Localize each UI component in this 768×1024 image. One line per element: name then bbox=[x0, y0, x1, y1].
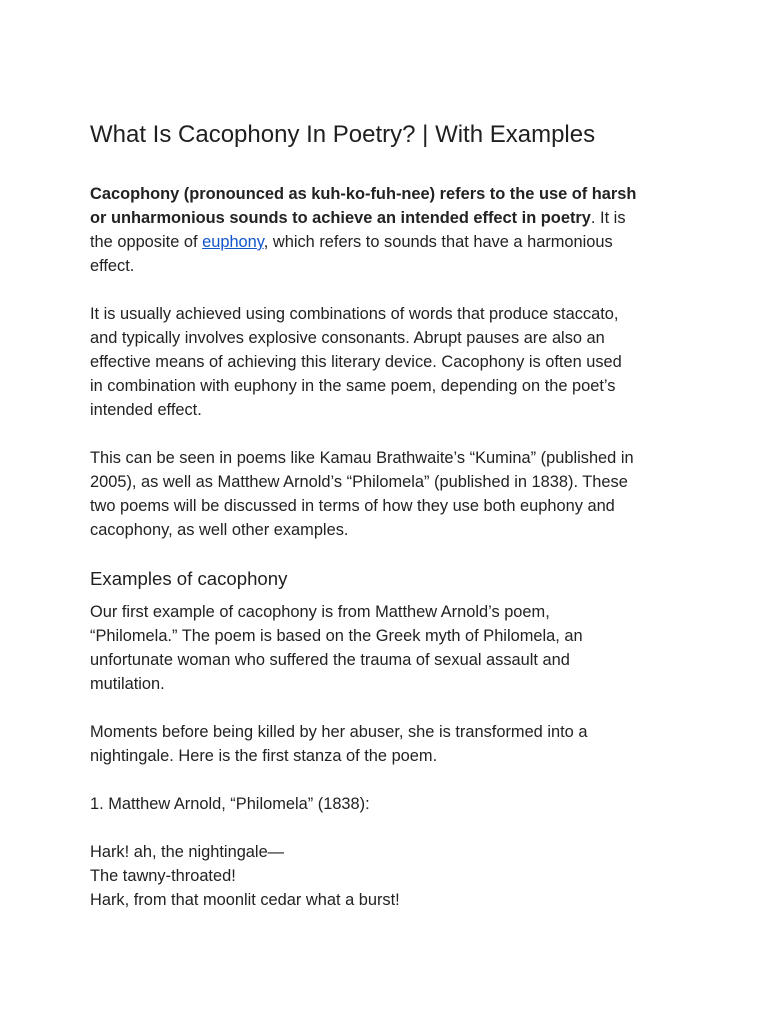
paragraph-line: effective means of achieving this literary device. Cacophony is often used bbox=[90, 353, 622, 371]
paragraph-line: 2005), as well as Matthew Arnold’s “Philomela” (published in 1838). These bbox=[90, 473, 628, 491]
paragraph-staccato bbox=[90, 302, 690, 422]
intro-line-2 bbox=[90, 206, 690, 230]
poem-stanza bbox=[90, 840, 690, 912]
paragraph-line: It is usually achieved using combinations of words that produce staccato, bbox=[90, 305, 619, 323]
intro-line-4: effect. bbox=[90, 257, 135, 275]
poem-line: The tawny-throated! bbox=[90, 867, 236, 885]
paragraph-line: cacophony, as well other examples. bbox=[90, 521, 349, 539]
paragraph-nightingale bbox=[90, 720, 690, 768]
paragraph-line: Moments before being killed by her abuser, she is transformed into a bbox=[90, 723, 588, 741]
intro-line-3-post: , which refers to sounds that have a harmonious bbox=[263, 233, 613, 251]
paragraph-line: mutilation. bbox=[90, 675, 165, 693]
paragraph-line: two poems will be discussed in terms of how they use both euphony and bbox=[90, 497, 615, 515]
paragraph-line: intended effect. bbox=[90, 401, 202, 419]
intro-bold-line-1: Cacophony (pronounced as kuh-ko-fuh-nee) refers to the use of harsh bbox=[90, 185, 637, 203]
paragraph-line: “Philomela.” The poem is based on the Greek myth of Philomela, an bbox=[90, 627, 583, 645]
paragraph-line: and typically involves explosive consonants. Abrupt pauses are also an bbox=[90, 329, 605, 347]
poem-line: Hark! ah, the nightingale— bbox=[90, 843, 285, 861]
intro-line-3-pre: the opposite of bbox=[90, 233, 203, 251]
paragraph-line: in combination with euphony in the same poem, depending on the poet’s bbox=[90, 377, 616, 395]
intro-line-3 bbox=[90, 230, 690, 254]
paragraph-line: This can be seen in poems like Kamau Brathwaite’s “Kumina” (published in bbox=[90, 449, 634, 467]
example-label: 1. Matthew Arnold, “Philomela” (1838): bbox=[90, 795, 370, 813]
intro-line-2-tail: . It is bbox=[590, 209, 626, 227]
section-heading: Examples of cacophony bbox=[90, 568, 288, 589]
paragraph-line: Our first example of cacophony is from Matthew Arnold’s poem, bbox=[90, 603, 550, 621]
paragraph-line: nightingale. Here is the first stanza of the poem. bbox=[90, 747, 438, 765]
intro-paragraph bbox=[90, 182, 690, 278]
intro-bold-line-2: or unharmonious sounds to achieve an intended effect in poetry bbox=[90, 209, 591, 227]
paragraph-line: unfortunate woman who suffered the trauma of sexual assault and bbox=[90, 651, 570, 669]
euphony-link[interactable]: euphony bbox=[202, 233, 264, 251]
poem-line: Hark, from that moonlit cedar what a burst! bbox=[90, 891, 400, 909]
page-title: What Is Cacophony In Poetry? | With Examples bbox=[90, 121, 596, 148]
paragraph-poems bbox=[90, 446, 690, 542]
paragraph-philomela bbox=[90, 600, 690, 696]
